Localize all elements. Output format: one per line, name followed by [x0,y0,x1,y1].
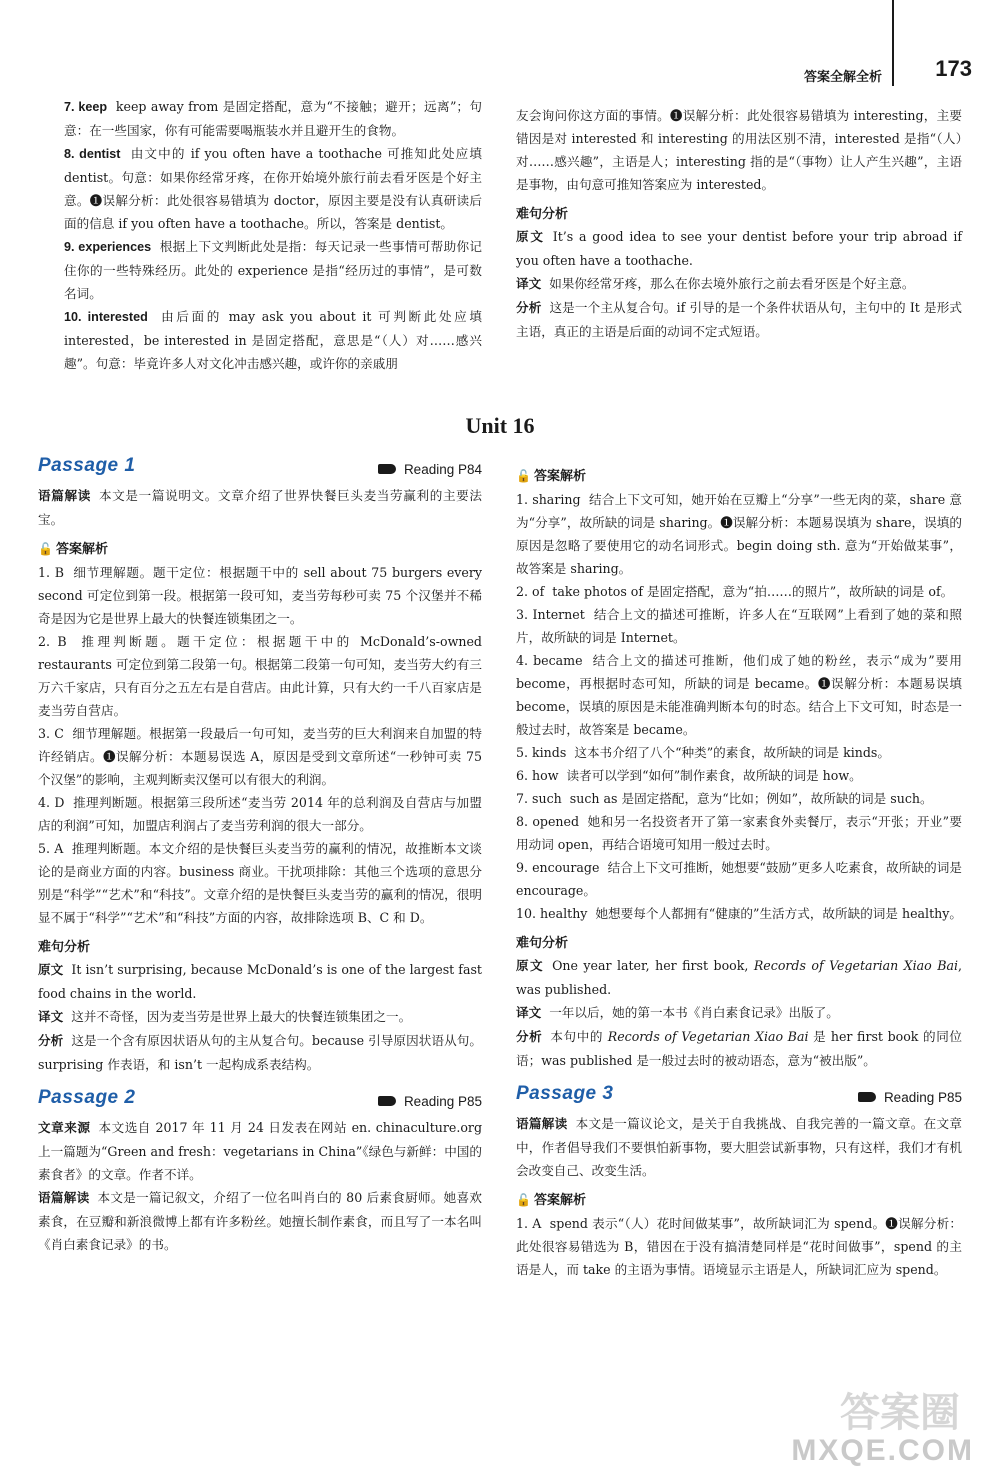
answer-item: 10. interested 由后面的 may ask you about it 可判断此处应填 interested，be interested in 是固定搭配，意思是“（人）对……感兴趣”。句意：毕竟许多人对文化冲击感兴趣，或许你的亲戚朋 [64,309,482,371]
answer-item: 5. kinds 这本书介绍了八个“种类”的素食，故所缺的词是 kinds。 [516,745,890,760]
continued-text: 友会询问你这方面的事情。❶误解分析：此处很容易错填为 interesting，主要错因是对 interested 和 interesting 的用法区别不清，interested 是指“（人）对……感兴趣”，主语是人；interesting 指的是“（事物）让人产生兴趣”，主语是事物，由句意可推知答案应为 interested。 [516,108,962,192]
analysis: 这是一个含有原因状语从句的主从复合句。because 引导原因状语从句。surprising 作表语，和 isn’t 一起构成系表结构。 [38,1033,482,1072]
passage1-header [38,454,482,484]
original-sentence: It isn’t surprising, because McDonald’s is one of the largest fast food chains in the world. [38,962,482,1001]
passage1-hard-title: 难句分析 [38,939,91,954]
pointing-hand-icon [858,1092,876,1102]
original-sentence: It’s a good idea to see your dentist before your trip abroad if you often have a toothache. [516,229,963,268]
answer-item: 4. D 推理判断题。根据第三段所述“麦当劳 2014 年的总利润及自营店与加盟店的利润”可知，加盟店利润占了麦当劳利润的很大一部分。 [38,795,483,833]
passage1-intro: 本文是一篇说明文。文章介绍了世界快餐巨头麦当劳赢利的主要法宝。 [38,488,483,527]
answer-item: 2. of take photos of 是固定搭配，意为“拍……的照片”，故所缺的词是 of。 [516,584,954,599]
intro-label: 语篇解读 [38,489,91,503]
answer-item: 7. such such as 是固定搭配，意为“比如；例如”，故所缺的词是 such。 [516,791,933,806]
original-label: 原文 [516,230,545,244]
translation: 这并不奇怪，因为麦当劳是世界上最大的快餐连锁集团之一。 [71,1009,412,1024]
intro-label: 语篇解读 [516,1117,568,1131]
translation: 一年以后，她的第一本书《肖白素食记录》出版了。 [549,1005,839,1020]
analysis: 这是一个主从复合句。if 引导的是一个条件状语从句，主句中的 It 是形式主语，真正的主语是后面的动词不定式短语。 [516,300,963,339]
pointing-hand-icon [378,1096,396,1106]
passage2-intro: 本文是一篇记叙文，介绍了一位名叫肖白的 80 后素食厨师。她喜欢素食，在豆瓣和新浪微博上都有许多粉丝。她擅长制作素食，而且写了一本名叫《肖白素食记录》的书。 [38,1190,482,1252]
passage3-intro: 本文是一篇议论文，是关于自我挑战、自我完善的一篇文章。在文章中，作者倡导我们不要惧怕新事物，要大胆尝试新事物，只有这样，我们才有机会改变自己、改变生活。 [516,1116,963,1178]
passage1-answers-title: 🔓 答案解析 [38,541,108,556]
answer-item: 2. B 推理判断题。题干定位：根据题干中的 McDonald’s-owned restaurants 可定位到第二段第一句。根据第二段第一句可知，麦当劳大约有三万六千家店，只有百分之五左右是自营店。由此计算，只有大约一千八百家店是麦当劳自营店。 [38,634,482,718]
book-title: Records of Vegetarian Xiao Bai [607,1029,809,1044]
answer-item: 1. sharing 结合上下文可知，她开始在豆瓣上“分享”一些无肉的菜，share 意为“分享”，故所缺的词是 sharing。❶误解分析：本题易误填为 share，误填的原因是忽略了要使用它的动名词形式。begin doing sth. 意为“开始做某事”，故答案是 sharing。 [516,492,963,576]
lock-icon: 🔓 [38,542,53,556]
analysis-label: 分析 [38,1034,64,1048]
answer-item: 7. keep keep away from 是固定搭配，意为“不接触；避开；远离”；句意：在一些国家，你有可能需要喝瓶装水并且避开生的食物。 [64,99,482,138]
answer-item: 3. C 细节理解题。根据第一段最后一句可知，麦当劳的巨大利润来自加盟的特许经销店。❶误解分析：本题易误选 A，原因是受到文章所述“一秒钟可卖 75 个汉堡”的影响，主观判断卖汉堡可以有很大的利润。 [38,726,482,787]
analysis: 本句中的 [550,1029,608,1044]
passage3-answers-title: 🔓 答案解析 [516,1192,586,1207]
answer-item: 5. A 推理判断题。本文介绍的是快餐巨头麦当劳的赢利的情况，故推断本文谈论的是商业方面的内容。business 商业。干扰项排除：其他三个选项的意思分别是“科学”“艺术”和“科技”。文章介绍的是快餐巨头麦当劳的赢利的情况，很明显不属于“科学”“艺术”和“科技”方面的内容，故排除选项 B、C 和 D。 [38,841,482,925]
original-sentence: One year later, her first book, [552,958,754,973]
passage1-reading-ref: Reading P84 [378,458,482,481]
original-label: 原文 [516,959,545,973]
answer-item: 10. healthy 她想要每个人都拥有“健康的”生活方式，故所缺的词是 healthy。 [516,906,962,921]
analysis-end: 是 her first book 的同位语；was published 是一般过去时的被动语态，意为“被出版”。 [516,1029,962,1068]
passage3-title: Passage 3 [516,1083,614,1104]
lock-icon: 🔓 [516,469,531,483]
analysis-label: 分析 [516,301,542,315]
passage2-header [38,1086,482,1116]
answer-item: 8. opened 她和另一名投资者开了第一家素食外卖餐厅，表示“开张；开业”要用动词 open，再结合语境可知用一般过去时。 [516,814,962,852]
answer-item: 3. Internet 结合上文的描述可推断，许多人在“互联网”上看到了她的菜和照片，故所缺的词是 Internet。 [516,607,962,645]
top-left-column [38,95,482,375]
intro-label: 语篇解读 [38,1191,90,1205]
lock-icon: 🔓 [516,1193,531,1207]
passage2-answers-title: 🔓 答案解析 [516,468,586,483]
bottom-left-column [38,452,482,1256]
translation-label: 译文 [516,277,542,291]
passage3-header [516,1082,962,1112]
source-label: 文章来源 [38,1121,91,1135]
passage3-reading-ref: Reading P85 [858,1086,962,1109]
watermark-text: MXQE.COM [791,1434,974,1467]
answer-item: 1. A spend 表示“（人）花时间做某事”，故所缺词汇为 spend。❶误解分析：此处很容易错选为 B，错因在于没有搞清楚同样是“花时间做事”，spend 的主语是人，而 take 的主语为事情。语境显示主语是人，所缺词汇应为 spend。 [516,1216,962,1277]
translation: 如果你经常牙疼，那么在你去境外旅行之前去看牙医是个好主意。 [549,276,915,291]
answer-item: 9. experiences 根据上下文判断此处是指：每天记录一些事情可帮助你记住你的一些特殊经历。此处的 experience 是指“经历过的事情”，是可数名词。 [64,239,482,301]
bottom-right-column [516,464,962,1281]
translation-label: 译文 [516,1006,542,1020]
page-number: 173 [935,56,972,81]
pointing-hand-icon [378,464,396,474]
passage2-reading-ref: Reading P85 [378,1090,482,1113]
header-rule [892,0,894,86]
passage1-title: Passage 1 [38,455,136,476]
answer-item: 9. encourage 结合上下文可推断，她想要“鼓励”更多人吃素食，故所缺的词是 encourage。 [516,860,962,898]
original-sentence-end: , was published. [516,958,963,997]
translation-label: 译文 [38,1010,64,1024]
answer-item: 8. dentist 由文中的 if you often have a toothache 可推知此处应填 dentist。句意：如果你经常牙疼，在你开始境外旅行前去看牙医是个好主意。❶误解分析：此处很容易错填为 doctor，原因主要是没有认真研读后面的信息 if you often have a toothache。所以，答案是 dentist。 [64,146,482,231]
answer-item: 1. B 细节理解题。题干定位：根据题干中的 sell about 75 burgers every second 可定位到第一段。根据第一段可知，麦当劳每秒可卖 75 个汉堡并不稀奇是因为它是世界上最大的快餐连锁集团之一。 [38,565,482,626]
passage2-title: Passage 2 [38,1087,136,1108]
analysis-label: 分析 [516,1030,543,1044]
answer-item: 6. how 读者可以学到“如何”制作素食，故所缺的词是 how。 [516,768,862,783]
hard-sentence-title: 难句分析 [516,206,569,221]
passage2-source: 本文选自 2017 年 11 月 24 日发表在网站 en. chinaculture.org 上一篇题为“Green and fresh：vegetarians in China”《绿色与新鲜：中国的素食者》的文章。作者不详。 [38,1120,483,1182]
header-title: 答案全解全析 [803,70,882,85]
unit-title: Unit 16 [465,413,535,438]
watermark-logo: 答案圈 [840,1389,960,1436]
book-title: Records of Vegetarian Xiao Bai [753,958,958,973]
original-label: 原文 [38,963,64,977]
passage2-hard-title: 难句分析 [516,935,569,950]
top-right-column [516,104,962,343]
answer-item: 4. became 结合上文的描述可推断，他们成了她的粉丝，表示“成为”要用 become，再根据时态可知，所缺的词是 became。❶误解分析：本题易误填 become，误填的原因是未能准确判断本句的时态。结合上下文可知，时态是一般过去时，故答案是 became。 [516,653,962,737]
